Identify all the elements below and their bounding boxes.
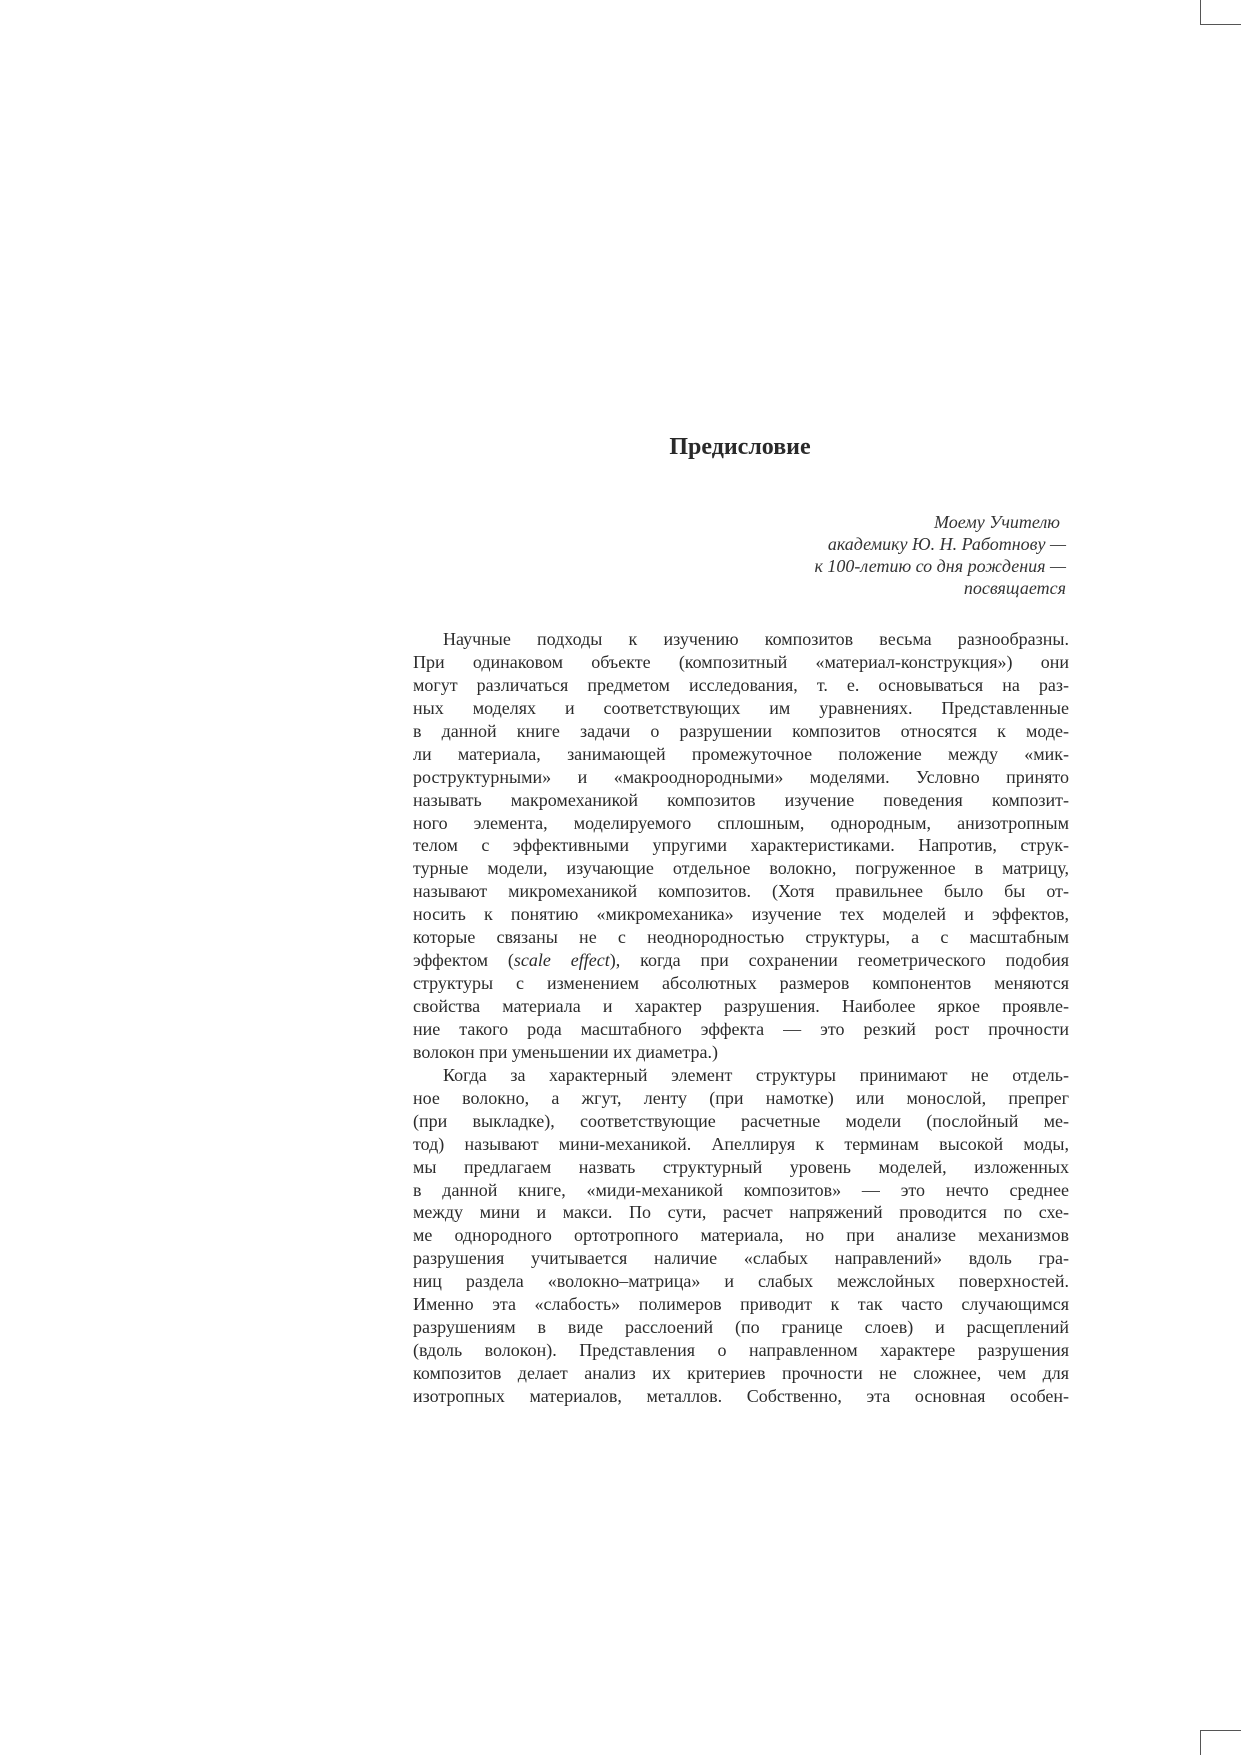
preface-body	[413, 628, 1069, 1408]
text-line: мы предлагаем назвать структурный уровень моделей, изложенных	[413, 1156, 1069, 1177]
text-line: турные модели, изучающие отдельное волокно, погруженное в матрицу,	[413, 858, 1069, 879]
text-line: роструктурными» и «макрооднородными» моделями. Условно принято	[413, 766, 1069, 787]
epigraph-line: академику Ю. Н. Работнову —	[827, 534, 1066, 554]
epigraph-line: к 100-летию со дня рождения —	[814, 556, 1066, 576]
crop-mark-bottom-vertical	[1200, 1730, 1201, 1755]
scale-effect-term: scale effect	[513, 950, 610, 971]
paragraph-1	[413, 628, 1069, 1064]
text-fragment: эффектом (	[413, 950, 514, 971]
text-line-scale-effect	[413, 949, 1069, 972]
crop-mark-top-vertical	[1200, 0, 1201, 24]
text-line: Когда за характерный элемент структуры принимают не отдель-	[443, 1064, 1069, 1085]
epigraph-line: Моему Учителю	[933, 512, 1060, 532]
text-line: ниц раздела «волокно–матрица» и слабых межслойных поверхностей.	[413, 1271, 1069, 1292]
text-line: (при выкладке), соответствующие расчетные модели (послойный ме-	[413, 1110, 1069, 1131]
text-line: структуры с изменением абсолютных размеров компонентов меняются	[413, 973, 1069, 994]
text-line: могут различаться предметом исследования, т. е. основываться на раз-	[413, 674, 1069, 695]
text-line: тод) называют мини-механикой. Апеллируя к терминам высокой моды,	[413, 1133, 1069, 1154]
text-line: в данной книге задачи о разрушении композитов относятся к моде-	[413, 720, 1069, 741]
crop-mark-bottom-horizontal	[1200, 1730, 1241, 1731]
text-line: ли материала, занимающей промежуточное положение между «мик-	[413, 743, 1069, 764]
text-line: изотропных материалов, металлов. Собственно, эта основная особен-	[413, 1385, 1069, 1406]
text-line: При одинаковом объекте (композитный «материал-конструкция») они	[413, 651, 1069, 672]
text-line: называют микромеханикой композитов. (Хотя правильнее было бы от-	[413, 881, 1069, 902]
text-line: композитов делает анализ их критериев прочности не сложнее, чем для	[413, 1363, 1069, 1383]
paragraph-2	[413, 1064, 1069, 1408]
text-line: разрушения учитывается наличие «слабых направлений» вдоль гра-	[413, 1248, 1069, 1269]
text-line: называть макромеханикой композитов изучение поведения композит-	[413, 789, 1069, 810]
text-line: ние такого рода масштабного эффекта — это резкий рост прочности	[413, 1018, 1069, 1039]
text-line: телом с эффективными упругими характеристиками. Напротив, струк-	[413, 835, 1069, 856]
dedication-epigraph	[700, 511, 1066, 599]
text-line: ное волокно, а жгут, ленту (при намотке) или монослой, препрег	[413, 1087, 1069, 1108]
epigraph-line: посвящается	[963, 578, 1066, 598]
text-line: свойства материала и характер разрушения. Наиболее яркое проявле-	[413, 996, 1069, 1016]
text-line: ного элемента, моделируемого сплошным, однородным, анизотропным	[413, 812, 1069, 833]
text-line: ме однородного ортотропного материала, но при анализе механизмов	[413, 1225, 1069, 1246]
text-line: разрушениям в виде расслоений (по границе слоев) и расщеплений	[413, 1317, 1069, 1338]
text-line: Именно эта «слабость» полимеров приводит к так часто случающимся	[413, 1294, 1069, 1315]
crop-mark-top-horizontal	[1200, 24, 1241, 25]
text-line: носить к понятию «микромеханика» изучение тех моделей и эффектов,	[413, 904, 1069, 925]
text-line: Научные подходы к изучению композитов весьма разнообразны.	[443, 629, 1069, 649]
text-line: которые связаны не с неоднородностью структуры, а с масштабным	[413, 927, 1069, 948]
text-line: в данной книге, «миди-механикой композитов» — это нечто среднее	[413, 1179, 1069, 1200]
text-line: (вдоль волокон). Представления о направленном характере разрушения	[413, 1340, 1069, 1361]
text-line: ных моделях и соответствующих им уравнениях. Представленные	[413, 697, 1069, 718]
chapter-heading: Предисловие	[669, 434, 811, 460]
text-fragment: ), когда при сохранении геометрического подобия	[609, 950, 1069, 971]
text-line: волокон при уменьшении их диаметра.)	[413, 1041, 718, 1062]
text-line: между мини и макси. По сути, расчет напряжений проводится по схе-	[413, 1202, 1069, 1223]
